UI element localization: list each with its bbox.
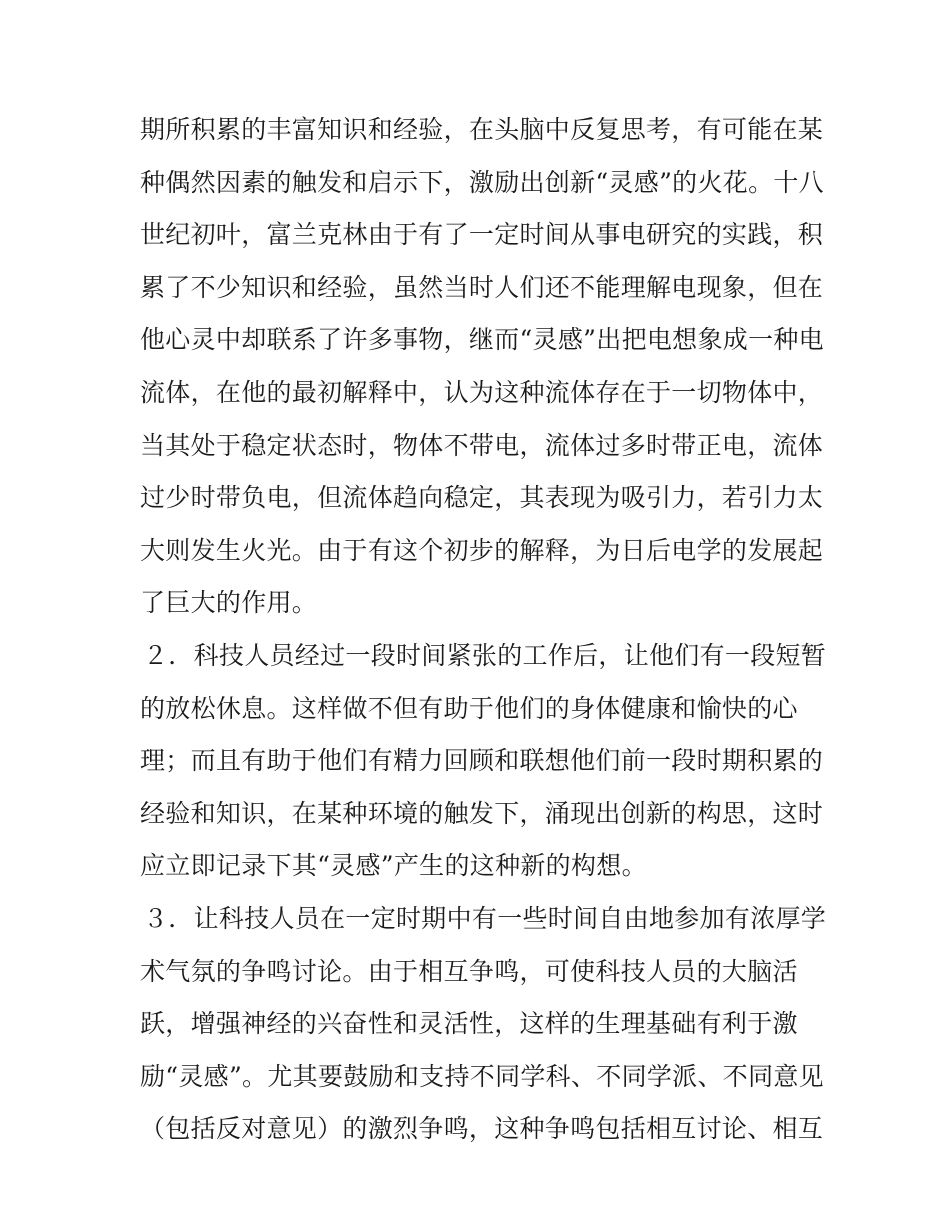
text-line: 累了不少知识和经验，虽然当时人们还不能理解电现象，但在 (140, 272, 824, 302)
text-line: 应立即记录下其“灵感”产生的这种新的构想。 (140, 851, 647, 881)
numbered-paragraph-start: ２．科技人员经过一段时间紧张的工作后，让他们有一段短暂 (143, 640, 827, 670)
text-line: 经验和知识，在某种环境的触发下，涌现出创新的构思，这时 (140, 798, 824, 828)
text-line: 过少时带负电，但流体趋向稳定，其表现为吸引力，若引力太 (140, 483, 824, 513)
text-line: （包括反对意见）的激烈争鸣，这种争鸣包括相互讨论、相互 (140, 1114, 824, 1144)
text-line: 种偶然因素的触发和启示下，激励出创新“灵感”的火花。十八 (140, 167, 824, 197)
text-line: 跃，增强神经的兴奋性和灵活性，这样的生理基础有利于激 (140, 1009, 798, 1039)
numbered-paragraph-start: ３．让科技人员在一定时期中有一些时间自由地参加有浓厚学 (143, 903, 827, 933)
text-line: 的放松休息。这样做不但有助于他们的身体健康和愉快的心 (140, 693, 798, 723)
text-line: 世纪初叶，富兰克林由于有了一定时间从事电研究的实践，积 (140, 220, 824, 250)
text-line: 大则发生火光。由于有这个初步的解释，为日后电学的发展起 (140, 535, 824, 565)
text-line: 了巨大的作用。 (140, 588, 318, 618)
text-line: 术气氛的争鸣讨论。由于相互争鸣，可使科技人员的大脑活 (140, 956, 798, 986)
text-line: 他心灵中却联系了许多事物，继而“灵感”出把电想象成一种电 (140, 325, 824, 355)
text-line: 期所积累的丰富知识和经验，在头脑中反复思考，有可能在某 (140, 115, 824, 144)
text-line: 励“灵感”。尤其要鼓励和支持不同学科、不同学派、不同意见 (140, 1061, 824, 1091)
text-line: 流体，在他的最初解释中，认为这种流体存在于一切物体中， (140, 377, 824, 407)
text-line: 当其处于稳定状态时，物体不带电，流体过多时带正电，流体 (140, 430, 824, 460)
text-line: 理；而且有助于他们有精力回顾和联想他们前一段时期积累的 (140, 746, 824, 776)
body-text (140, 104, 827, 1156)
